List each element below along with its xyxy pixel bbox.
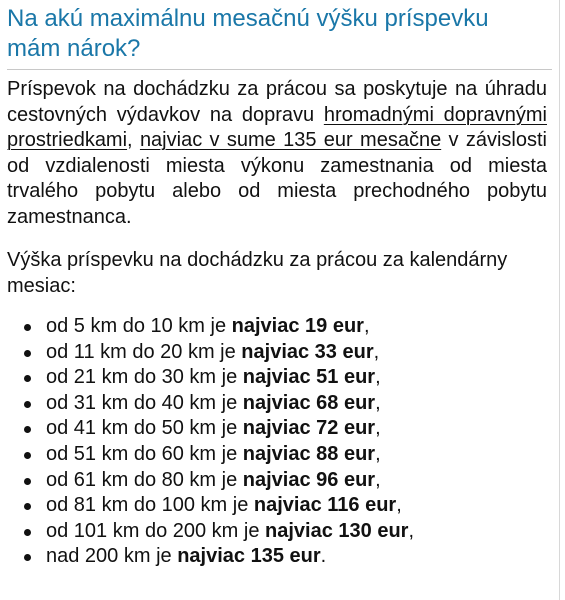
list-item [0, 365, 414, 391]
list-item [0, 391, 414, 417]
allowance-list [0, 314, 414, 570]
list-intro-paragraph: Výška príspevku na dochádzku za prácou za kalendárny mesiac: [7, 249, 508, 297]
item-range: od 41 km do 50 km je [46, 417, 243, 440]
title-divider [7, 69, 552, 70]
item-punct: , [375, 442, 381, 465]
item-punct: , [396, 494, 402, 517]
list-item [0, 416, 414, 442]
max-amount-link[interactable]: najviac v sume 135 eur mesačne [139, 129, 442, 151]
item-amount: najviac 135 eur [177, 545, 321, 568]
list-item [0, 544, 414, 570]
item-amount: najviac 19 eur [231, 315, 364, 337]
bullet-icon [24, 452, 31, 459]
item-punct: . [320, 545, 327, 568]
bullet-icon [24, 375, 31, 382]
item-range: nad 200 km je [46, 545, 178, 568]
item-amount: najviac 116 eur [253, 494, 397, 517]
list-item [0, 493, 414, 519]
list-item [0, 519, 414, 545]
bullet-icon [24, 554, 31, 561]
item-range: od 101 km do 200 km je [46, 519, 266, 542]
intro-text-1: Príspevok na dochádzku za prácou sa poskytuje na úhradu cestovných výdavkov na dopravu [7, 78, 547, 126]
item-amount: najviac 130 eur [265, 519, 409, 542]
item-amount: najviac 33 eur [241, 340, 374, 363]
page-edge-divider [559, 0, 560, 600]
item-punct: , [375, 366, 381, 389]
intro-text-2: , [127, 129, 140, 151]
item-range: od 51 km do 60 km je [46, 442, 243, 465]
item-range: od 81 km do 100 km je [46, 494, 254, 517]
bullet-icon [24, 426, 31, 433]
item-punct: , [375, 417, 381, 440]
item-punct: , [373, 340, 380, 363]
bullet-icon [24, 503, 31, 510]
page-title: Na akú maximálnu mesačnú výšku príspevku mám nárok? [7, 5, 489, 62]
item-range: od 61 km do 80 km je [46, 468, 243, 491]
item-punct: , [408, 519, 415, 542]
bullet-icon [24, 529, 31, 536]
item-range: od 5 km do 10 km je [46, 315, 232, 337]
list-item [0, 340, 414, 366]
list-item [0, 314, 414, 340]
item-range: od 11 km do 20 km je [46, 340, 242, 363]
list-item [0, 442, 414, 468]
item-amount: najviac 72 eur [242, 417, 376, 440]
item-punct: , [375, 468, 381, 491]
item-amount: najviac 51 eur [242, 366, 376, 389]
intro-text-3: v závislosti od vzdialenosti miesta výkonu zamestnania od miesta trvalého pobytu alebo od miesta prechodného pobytu zamestnanca. [7, 129, 547, 228]
item-range: od 31 km do 40 km je [46, 391, 243, 414]
list-item [0, 468, 414, 494]
bullet-icon [24, 401, 31, 408]
item-punct: , [363, 315, 370, 337]
intro-paragraph [7, 77, 547, 230]
item-punct: , [375, 391, 381, 414]
public-transport-link[interactable]: hromadnými dopravnými prostriedkami [7, 103, 547, 151]
bullet-icon [24, 324, 31, 331]
item-amount: najviac 68 eur [242, 391, 376, 414]
bullet-icon [24, 478, 31, 485]
item-range: od 21 km do 30 km je [46, 366, 243, 389]
bullet-icon [24, 350, 31, 357]
item-amount: najviac 88 eur [242, 442, 376, 465]
item-amount: najviac 96 eur [242, 468, 376, 491]
